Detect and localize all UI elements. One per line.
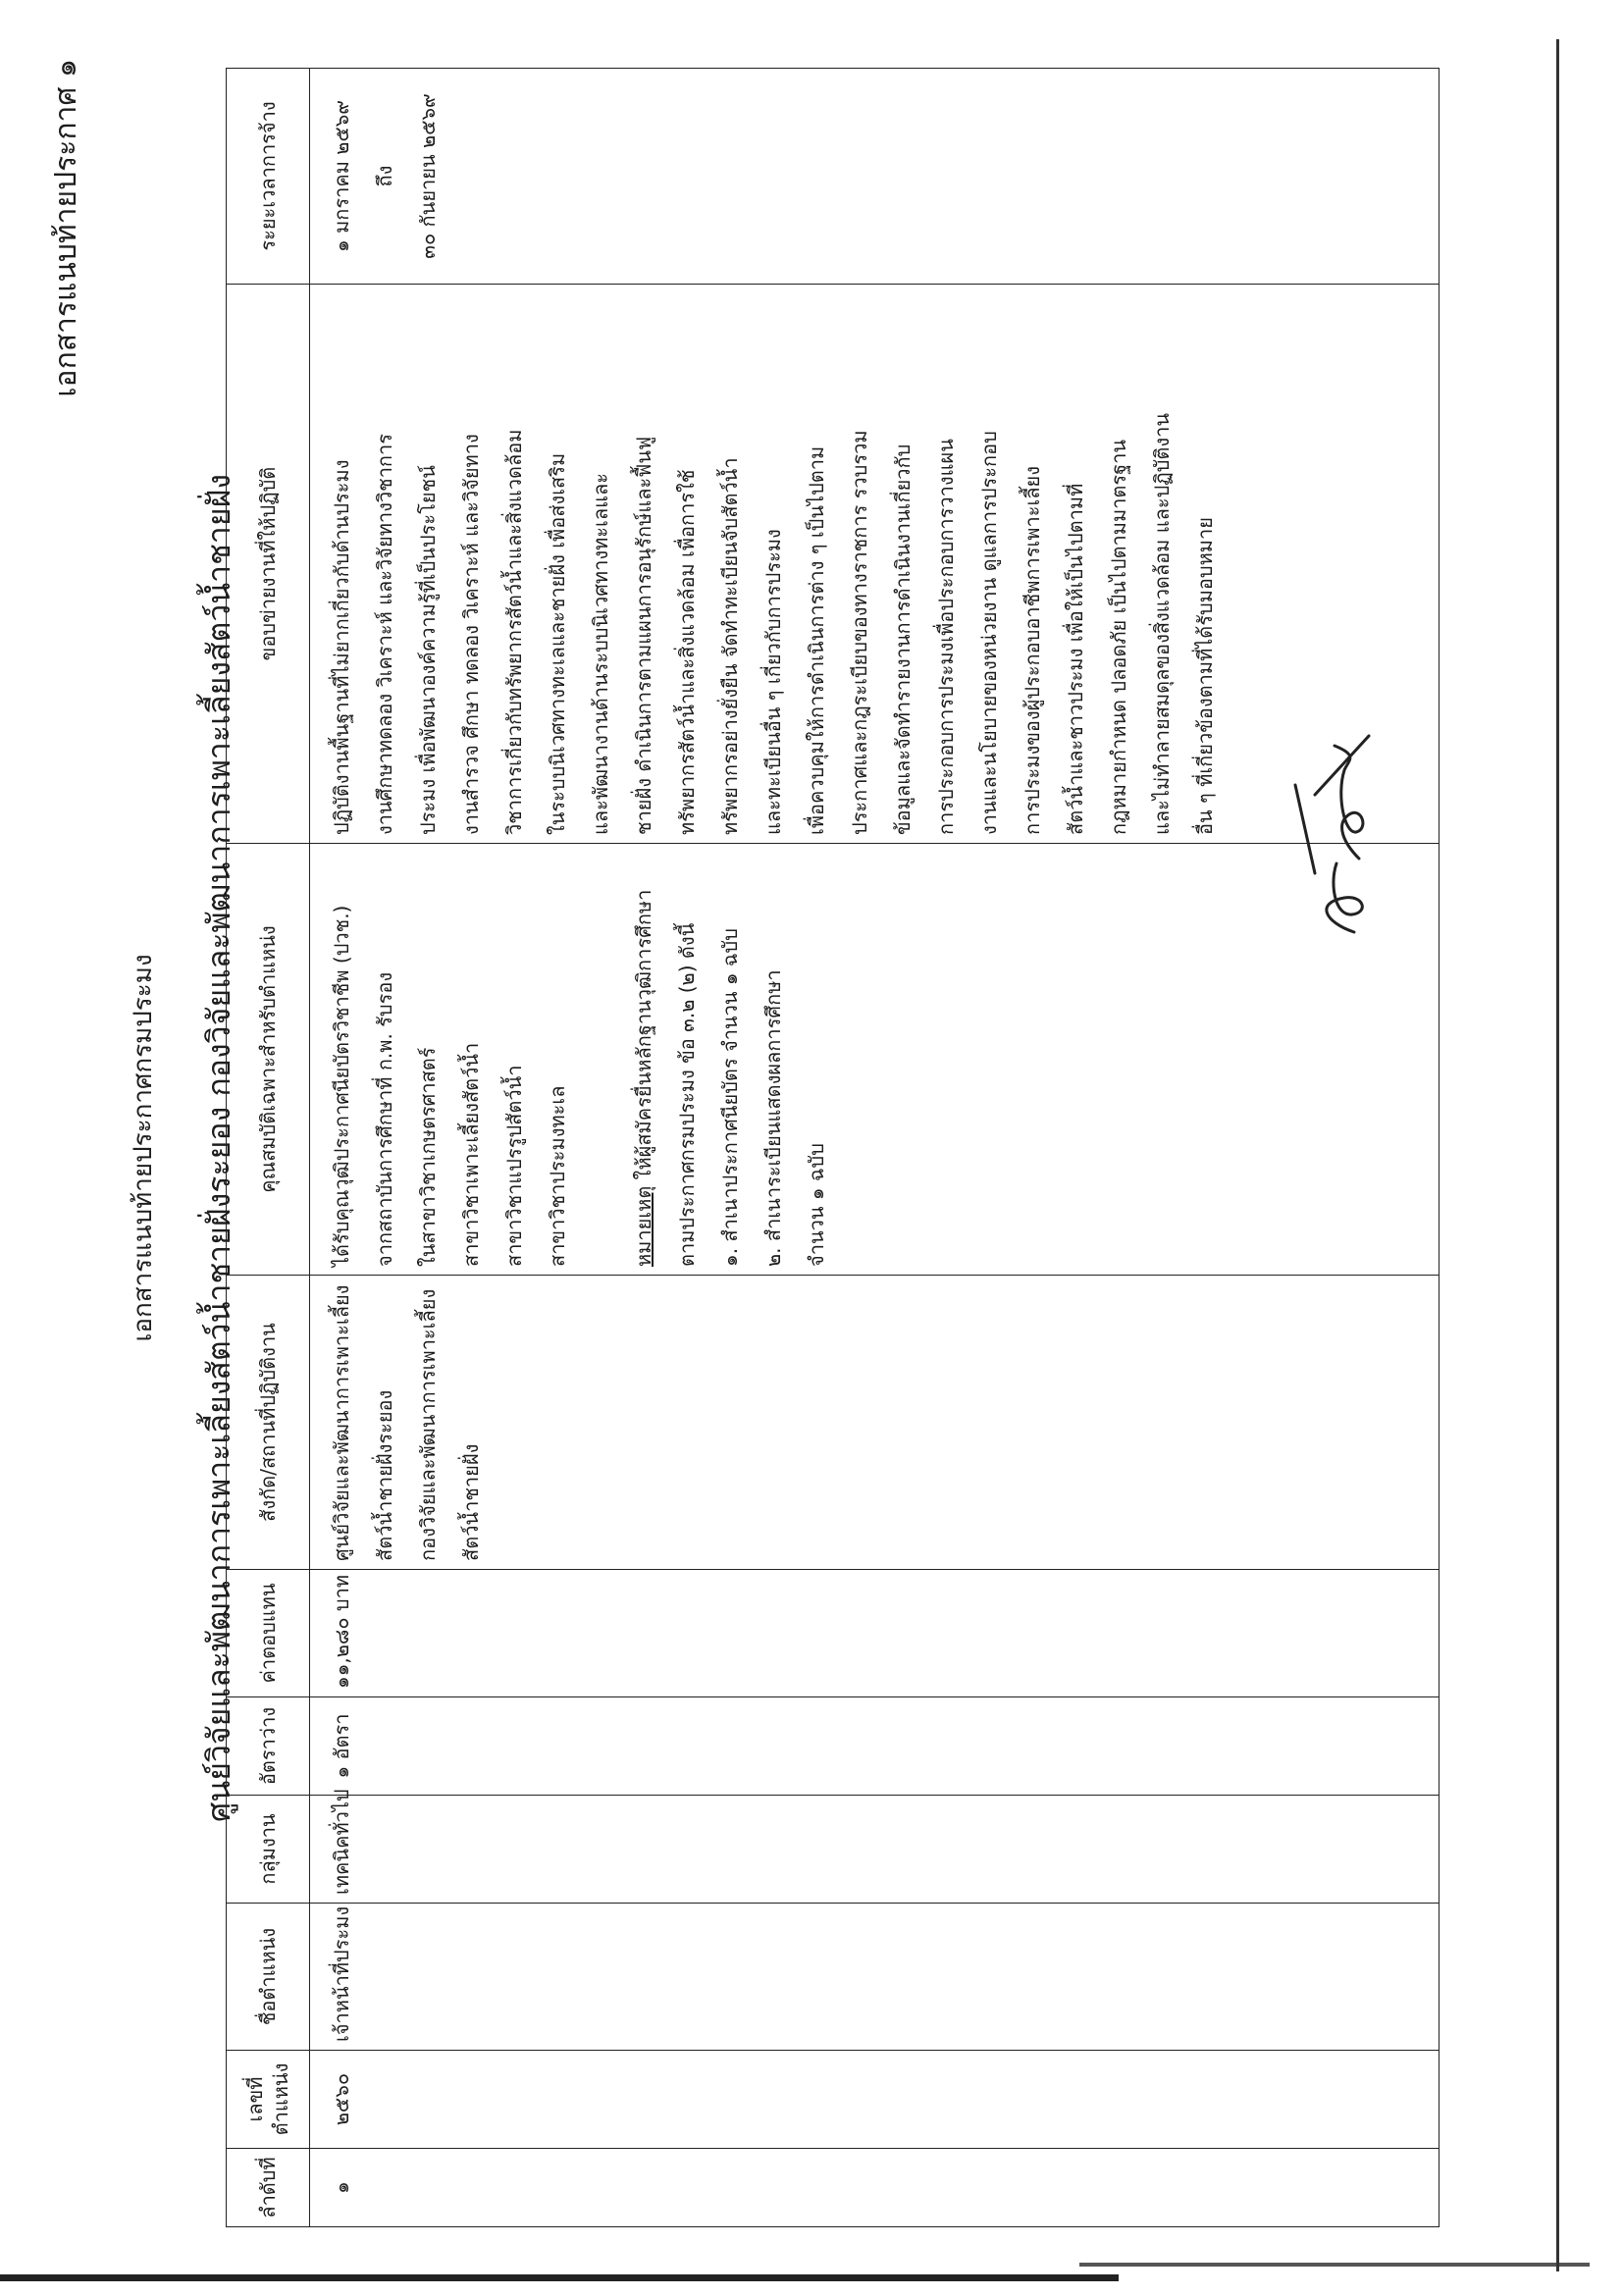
header-duty: ขอบข่ายงานที่ให้ปฏิบัติ xyxy=(227,285,310,844)
note-text: ให้ผู้สมัครยื่นหลักฐานวุฒิการศึกษา xyxy=(632,889,655,1180)
duty-line: ชายฝั่ง ดำเนินการตามแผนการอนุรักษ์และฟื้นฟู xyxy=(632,436,655,835)
duty-line: ประมง เพื่อพัฒนาองค์ความรู้ที่เป็นประโยชน์ xyxy=(416,465,440,835)
annex-label: เอกสารแนบท้ายประกาศ ๑ xyxy=(49,59,83,397)
header-post-no: เลขที่ ตำแหน่ง xyxy=(227,2051,310,2149)
cell-pay: ๑๑,๒๘๐ บาท xyxy=(310,1570,1440,1697)
unit-line: ศูนย์วิจัยและพัฒนาการเพาะเลี้ยง xyxy=(330,1284,353,1561)
note-line: จำนวน ๑ ฉบับ xyxy=(805,1143,828,1267)
note-line: ๑. สำเนาประกาศนียบัตร จำนวน ๑ ฉบับ xyxy=(718,928,742,1267)
unit-line: สัตว์น้ำชายฝั่งระยอง xyxy=(373,1389,396,1561)
duty-line: วิชาการเกี่ยวกับทรัพยากรสัตว์น้ำและสิ่งแวดล้อม xyxy=(502,429,526,835)
unit-line: สัตว์น้ำชายฝั่ง xyxy=(459,1443,483,1561)
header-unit: สังกัด/สถานที่ปฏิบัติงาน xyxy=(227,1276,310,1570)
table-row xyxy=(310,69,1440,2227)
handwritten-signature xyxy=(1276,726,1393,942)
scan-edge-bottom xyxy=(0,2274,1119,2281)
table-header-row xyxy=(227,69,310,2227)
duty-line: งานสำรวจ ศึกษา ทดลอง วิเคราะห์ และวิจัยทาง xyxy=(459,434,483,835)
unit-line: กองวิจัยและพัฒนาการเพาะเลี้ยง xyxy=(416,1288,440,1561)
duty-line: และไม่ทำลายสมดุลของสิ่งแวดล้อม และปฏิบัติงาน xyxy=(1150,412,1174,835)
duty-line: ประกาศและกฎระเบียบของทางราชการ รวบรวม xyxy=(848,430,871,835)
header-rate: อัตราว่าง xyxy=(227,1697,310,1796)
period-line: ถึง xyxy=(373,165,396,187)
duty-line: การประกอบการประมงเพื่อประกอบการวางแผน xyxy=(934,439,958,835)
header-line-2: ศูนย์วิจัยและพัฒนาการเพาะเลี้ยงสัตว์น้ำชายฝั่งระยอง กองวิจัยและพัฒนาการเพาะเลี้ยงสัตว์น้ำชายฝั่ง xyxy=(200,474,237,1822)
note-line: ตามประกาศกรมประมง ข้อ ๓.๒ (๒) ดังนี้ xyxy=(675,922,699,1267)
header-group: กลุ่มงาน xyxy=(227,1796,310,1904)
cell-post-no: ๒๕๖๐ xyxy=(310,2051,1440,2149)
rotated-document-page xyxy=(20,49,1550,2247)
cell-duty xyxy=(310,285,1440,844)
header-pay: ค่าตอบแทน xyxy=(227,1570,310,1697)
qualification-line: จากสถาบันการศึกษาที่ ก.พ. รับรอง xyxy=(373,971,396,1267)
header-line-1: เอกสารแนบท้ายประกาศกรมประมง xyxy=(129,954,158,1342)
period-line: ๑ มกราคม ๒๕๖๙ xyxy=(330,100,353,252)
scan-edge-right xyxy=(1556,39,1559,2271)
duty-line: ทรัพยากรสัตว์น้ำและสิ่งแวดล้อม เพื่อการใช้ xyxy=(675,469,699,835)
duty-line: ข้อมูลและจัดทำรายงานการดำเนินงานเกี่ยวกับ xyxy=(891,444,915,835)
header-seq: ลำดับที่ xyxy=(227,2149,310,2227)
position-table xyxy=(226,68,1440,2227)
note-label: หมายเหตุ xyxy=(632,1185,655,1267)
duty-line: การประมงของผู้ประกอบอาชีพการเพาะเลี้ยง xyxy=(1021,465,1044,835)
qualification-line: สาขาวิชาเพาะเลี้ยงสัตว์น้ำ xyxy=(459,1042,483,1267)
qualification-line: ในสาขาวิชาเกษตรศาสตร์ xyxy=(416,1047,440,1267)
header-post-name: ชื่อตำแหน่ง xyxy=(227,1904,310,2051)
scan-edge-bottom-secondary xyxy=(1079,2263,1590,2267)
cell-rate: ๑ อัตรา xyxy=(310,1697,1440,1796)
cell-post-name: เจ้าหน้าที่ประมง xyxy=(310,1904,1440,2051)
spacer xyxy=(579,852,622,1267)
duty-line: งานศึกษาทดลอง วิเคราะห์ และวิจัยทางวิชาการ xyxy=(373,433,396,835)
duty-line: ทรัพยากรอย่างยั่งยืน จัดทำทะเบียนจับสัตว์น้ำ xyxy=(718,457,742,835)
note-line xyxy=(622,852,665,1267)
duty-line: อื่น ๆ ที่เกี่ยวข้องตามที่ได้รับมอบหมาย xyxy=(1193,517,1217,835)
duty-line: กฎหมายกำหนด ปลอดภัย เป็นไปตามมาตรฐาน xyxy=(1107,439,1130,835)
duty-line: งานและนโยบายของหน่วยงาน ดูแลการประกอบ xyxy=(977,431,1001,835)
duty-line: เพื่อควบคุมให้การดำเนินการต่าง ๆ เป็นไปตาม xyxy=(805,445,828,835)
duty-line: สัตว์น้ำและชาวประมง เพื่อให้เป็นไปตามที่ xyxy=(1064,483,1087,835)
header-period: ระยะเวลาการจ้าง xyxy=(227,69,310,285)
cell-qualification xyxy=(310,844,1440,1276)
duty-line: และพัฒนางานด้านระบบนิเวศทางทะเลและ xyxy=(589,473,612,835)
qualification-line: สาขาวิชาประมงทะเล xyxy=(546,1085,569,1267)
cell-unit xyxy=(310,1276,1440,1570)
note-line: ๒. สำเนาระเบียนแสดงผลการศึกษา xyxy=(761,969,785,1267)
cell-seq: ๑ xyxy=(310,2149,1440,2227)
period-line: ๓๐ กันยายน ๒๕๖๙ xyxy=(416,93,440,259)
duty-line: ในระบบนิเวศทางทะเลและชายฝั่ง เพื่อส่งเสริม xyxy=(546,452,569,835)
qualification-line: สาขาวิชาแปรรูปสัตว์น้ำ xyxy=(502,1065,526,1267)
duty-line: และทะเบียนอื่น ๆ เกี่ยวกับการประมง xyxy=(761,529,785,835)
header-qualification: คุณสมบัติเฉพาะสำหรับตำแหน่ง xyxy=(227,844,310,1276)
qualification-line: ได้รับคุณวุฒิประกาศนียบัตรวิชาชีพ (ปวช.) xyxy=(330,905,353,1267)
duty-line: ปฏิบัติงานพื้นฐานที่ไม่ยากเกี่ยวกับด้านประมง xyxy=(330,459,353,835)
cell-group: เทคนิคทั่วไป xyxy=(310,1796,1440,1904)
cell-period xyxy=(310,69,1440,285)
